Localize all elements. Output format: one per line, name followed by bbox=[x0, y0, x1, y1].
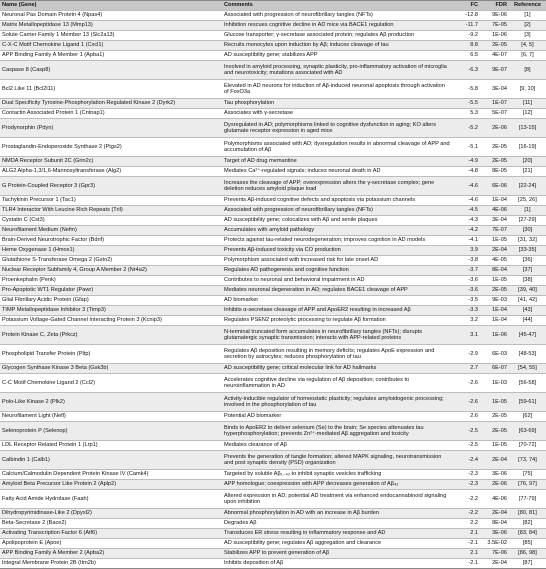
cell-comments: AD susceptibility gene; regulates Aβ aggregation and clearance bbox=[224, 540, 382, 547]
cell-fc: -4.6 bbox=[468, 197, 478, 204]
cell-fc: 5.3 bbox=[470, 110, 478, 117]
cell-name: Contactin Associated Protein 1 (Cntnap1) bbox=[2, 110, 105, 117]
cell-comments: APP homologue; coexpression with APP decreases generation of Aβ₄₂ bbox=[224, 481, 399, 488]
table-row bbox=[0, 245, 546, 255]
cell-name: Caspase 8 (Casp8) bbox=[2, 66, 51, 73]
table-row bbox=[0, 195, 546, 205]
table-row bbox=[0, 137, 546, 156]
cell-comments: Mediates neuronal degeneration in AD; regulates BACE1 cleavage of APP bbox=[224, 287, 408, 294]
cell-fc: -4.9 bbox=[468, 158, 478, 165]
cell-name: Phospholipid Transfer Protein (Pltp) bbox=[2, 350, 91, 357]
table-row bbox=[0, 479, 546, 489]
cell-comments: Associated with progression of neurofibrillary tangles (NFTs) bbox=[224, 12, 373, 19]
cell-fc: -3.5 bbox=[468, 297, 478, 304]
cell-ref: [39, 40] bbox=[518, 287, 537, 294]
cell-name: TLR4 Interactor With Leucine Rich Repeats (Tril) bbox=[2, 207, 123, 214]
cell-fdr: 1E-07 bbox=[492, 100, 507, 107]
table-row bbox=[0, 79, 546, 98]
cell-fc: -9.2 bbox=[468, 32, 478, 39]
cell-ref: [86, 98] bbox=[518, 550, 537, 557]
cell-comments: Inhibits α-secretase cleavage of APP and ApoER2 resulting in increased Aβ bbox=[224, 307, 411, 314]
cell-fc: -4.2 bbox=[468, 227, 478, 234]
cell-name: Neuronal Pas Domain Protein 4 (Npas4) bbox=[2, 12, 103, 19]
cell-fdr: 2E-05 bbox=[492, 427, 507, 434]
cell-ref: [37] bbox=[522, 267, 533, 274]
cell-comments: Activity-inducible regulator of homeostatic plasticity; regulates amyloidogenic processing; involved in the phosphorylation of tau bbox=[224, 395, 444, 408]
table-row bbox=[0, 450, 546, 469]
cell-fdr: 7E-07 bbox=[492, 227, 507, 234]
table-row bbox=[0, 285, 546, 295]
cell-comments: Inhibits deposition of Aβ bbox=[224, 560, 284, 567]
table-row bbox=[0, 60, 546, 79]
cell-fdr: 9E-06 bbox=[492, 12, 507, 19]
cell-fc: -2.2 bbox=[468, 510, 478, 517]
cell-fdr: 1E-06 bbox=[492, 32, 507, 39]
cell-fdr: 4E-06 bbox=[492, 495, 507, 502]
table-row bbox=[0, 469, 546, 479]
cell-ref: [38] bbox=[522, 277, 533, 284]
table-row bbox=[0, 373, 546, 392]
cell-name: Tachykinin Precursor 1 (Tac1) bbox=[2, 197, 76, 204]
cell-ref: [83, 84] bbox=[518, 530, 537, 537]
cell-name: ALG2 Alpha-1,3/1,6-Mannosyltransferase (Alg2) bbox=[2, 168, 122, 175]
cell-fc: 2.6 bbox=[470, 413, 478, 420]
cell-comments: Prevents the generation of tangle formation; altered MAPK signaling, neurotransmission and post synaptic density (PSD) organization bbox=[224, 453, 442, 466]
cell-ref: [87] bbox=[522, 560, 533, 567]
table-row bbox=[0, 176, 546, 195]
cell-ref: [41, 42] bbox=[518, 297, 537, 304]
cell-name: Glial Fibrillary Acidic Protein (Gfap) bbox=[2, 297, 89, 304]
cell-fdr: 2E-05 bbox=[492, 413, 507, 420]
cell-fc: -4.5 bbox=[468, 207, 478, 214]
table-row bbox=[0, 30, 546, 40]
cell-name: Neurofilament Medium (Nefm) bbox=[2, 227, 77, 234]
cell-fdr: 2E-04 bbox=[492, 247, 507, 254]
cell-ref: [20] bbox=[522, 158, 533, 165]
cell-comments: Regulates Aβ deposition resulting in memory deficits; regulates ApoE expression and secretion by astrocytes; reduces phosphorylation of tau bbox=[224, 347, 435, 360]
cell-ref: [76, 97] bbox=[518, 481, 537, 488]
cell-name: APP Binding Family A Member 1 (Apba1) bbox=[2, 52, 105, 59]
cell-comments: Transduces ER stress resulting in inflammatory response and AD bbox=[224, 530, 386, 537]
table-row bbox=[0, 421, 546, 440]
table-row bbox=[0, 275, 546, 285]
cell-name: Solute Carrier Family 1 Member 13 (Slc2a13) bbox=[2, 32, 115, 39]
cell-fdr: 5E-07 bbox=[492, 110, 507, 117]
cell-ref: [44] bbox=[522, 317, 533, 324]
cell-name: Glutathione S-Transferase Omega 2 (Gsto2) bbox=[2, 257, 113, 264]
cell-fdr: 4E-05 bbox=[492, 257, 507, 264]
cell-name: Activating Transcription Factor 6 (Atf6) bbox=[2, 530, 98, 537]
cell-ref: [8] bbox=[524, 66, 531, 73]
cell-name: NMDA Receptor Subunit 2C (Grin2c) bbox=[2, 158, 94, 165]
cell-fc: -2.9 bbox=[468, 350, 478, 357]
table-header bbox=[0, 0, 546, 10]
cell-fc: 8.8 bbox=[470, 42, 478, 49]
table-row bbox=[0, 265, 546, 275]
cell-fc: -2.3 bbox=[468, 471, 478, 478]
cell-ref: [4, 5] bbox=[521, 42, 534, 49]
table-row bbox=[0, 108, 546, 118]
cell-ref: [80, 81] bbox=[518, 510, 537, 517]
cell-fc: 2.1 bbox=[470, 530, 478, 537]
cell-comments: Altered expression in AD; potential AD treatment via enhanced endocannabinoid signaling upon inhibition bbox=[224, 492, 447, 505]
table-row bbox=[0, 528, 546, 538]
cell-name: Dihydropyrimidinase-Like 2 (Dpysl2) bbox=[2, 510, 92, 517]
cell-comments: Accumulates with amyloid pathology bbox=[224, 227, 315, 234]
cell-name: C-C Motif Chemokine Ligand 2 (Ccl2) bbox=[2, 379, 95, 386]
header-reference: Reference bbox=[513, 2, 542, 9]
cell-name: Neurofilament Light (Nefl) bbox=[2, 413, 66, 420]
header-fc: FC bbox=[470, 2, 478, 9]
cell-name: Glycogen Synthase Kinase 3 Beta (Gsk3b) bbox=[2, 365, 109, 372]
table-row bbox=[0, 20, 546, 30]
cell-ref: [13-15] bbox=[518, 124, 537, 131]
cell-comments: Protects against tau-related neurodegeneration; improves cognition in AD models bbox=[224, 237, 426, 244]
cell-comments: Accelerates cognitive decline via regulation of Aβ deposition; contributes to neuroinflammation in AD bbox=[224, 376, 410, 389]
cell-fc: -2.1 bbox=[468, 540, 478, 547]
cell-comments: AD susceptibility gene; colocalizes with Aβ and senile plaques bbox=[224, 217, 378, 224]
cell-fdr: 1E-05 bbox=[492, 398, 507, 405]
cell-fc: -5.8 bbox=[468, 85, 478, 92]
cell-name: Prostaglandin-Endoperoxide Synthase 2 (Ptgs2) bbox=[2, 143, 122, 150]
cell-fdr: 4E-06 bbox=[492, 207, 507, 214]
cell-fc: 2.2 bbox=[470, 520, 478, 527]
cell-fdr: 4E-07 bbox=[492, 52, 507, 59]
cell-fc: 6.5 bbox=[470, 52, 478, 59]
table-row bbox=[0, 50, 546, 60]
cell-fc: -11.7 bbox=[465, 22, 478, 29]
cell-fc: -2.2 bbox=[468, 495, 478, 502]
cell-name: Heme Oxygenase 1 (Hmox1) bbox=[2, 247, 75, 254]
cell-comments: AD susceptibility gene; critical molecular link for AD hallmarks bbox=[224, 365, 377, 372]
cell-fdr: 8E-05 bbox=[492, 168, 507, 175]
cell-ref: [62] bbox=[522, 413, 533, 420]
cell-fc: -5.5 bbox=[468, 100, 478, 107]
cell-fc: -4.1 bbox=[468, 237, 478, 244]
cell-fc: 3.1 bbox=[470, 331, 478, 338]
cell-comments: N-terminal truncated form accumulates in neurofibrillary tangles (NFTs); disrupts glutamatergic synaptic transmission; interacts with APP-related proteins bbox=[224, 328, 423, 341]
cell-ref: [70-72] bbox=[518, 442, 537, 449]
cell-comments: Regulates AD pathogenesis and cognitive function bbox=[224, 267, 349, 274]
cell-ref: [16-19] bbox=[518, 143, 537, 150]
cell-ref: [2] bbox=[524, 22, 531, 29]
cell-comments: Glucose transporter; γ-secretase associated protein; regulates Aβ production bbox=[224, 32, 415, 39]
cell-name: Calcium/Calmodulin Dependent Protein Kinase IV (Camk4) bbox=[2, 471, 149, 478]
cell-comments: Prevents Aβ-induced cognitive defects and apoptosis via potassium channels bbox=[224, 197, 416, 204]
cell-comments: Increases the cleavage of APP; overexpression alters the γ-secretase complex; gene deletion reduces amyloid plaque load bbox=[224, 179, 435, 192]
cell-comments: Prevents Aβ-induced toxicity via CO production bbox=[224, 247, 341, 254]
cell-fdr: 1E-06 bbox=[492, 331, 507, 338]
cell-name: LDL Receptor Related Protein 1 (Lrp1) bbox=[2, 442, 98, 449]
cell-fc: -2.1 bbox=[468, 560, 478, 567]
cell-fc: 2.7 bbox=[470, 365, 478, 372]
cell-name: TIMP Metallopeptidase Inhibitor 3 (Timp3) bbox=[2, 307, 106, 314]
cell-name: Brain-Derived Neurotrophic Factor (Bdnf) bbox=[2, 237, 104, 244]
cell-fdr: 2E-06 bbox=[492, 124, 507, 131]
cell-ref: [45-47] bbox=[518, 331, 537, 338]
cell-comments: Abnormal phosphorylation in AD with an increase in Aβ burden bbox=[224, 510, 379, 517]
cell-fc: 3.2 bbox=[470, 317, 478, 324]
cell-fc: -2.4 bbox=[468, 456, 478, 463]
cell-ref: [43] bbox=[522, 307, 533, 314]
cell-fc: -5.1 bbox=[468, 143, 478, 150]
cell-fc: -3.7 bbox=[468, 267, 478, 274]
cell-fc: 3.9 bbox=[470, 247, 478, 254]
cell-name: Protein Kinase C, Zeta (Prkcz) bbox=[2, 331, 78, 338]
cell-fc: -2.5 bbox=[468, 442, 478, 449]
cell-ref: [59-61] bbox=[518, 398, 537, 405]
cell-ref: [21] bbox=[522, 168, 533, 175]
table-row bbox=[0, 315, 546, 325]
cell-ref: [22-24] bbox=[518, 182, 537, 189]
cell-fdr: 2E-05 bbox=[492, 287, 507, 294]
cell-name: Potassium Voltage-Gated Channel Interacting Protein 3 (Kcnip3) bbox=[2, 317, 162, 324]
cell-name: Cystatin C (Cst3) bbox=[2, 217, 45, 224]
table-row bbox=[0, 558, 546, 568]
cell-fdr: 7E-06 bbox=[492, 550, 507, 557]
cell-name: Polo-Like Kinase 2 (Plk2) bbox=[2, 398, 65, 405]
cell-fdr: 2E-04 bbox=[492, 560, 507, 567]
cell-comments: AD biomarker bbox=[224, 297, 259, 304]
cell-comments: Potential AD biomarker bbox=[224, 413, 282, 420]
cell-comments: AD susceptibility gene; stabilizes APP bbox=[224, 52, 318, 59]
cell-fdr: 3E-06 bbox=[492, 530, 507, 537]
table-row bbox=[0, 440, 546, 450]
cell-comments: Regulates PSEN2 proteolytic processing to regulate Aβ formation bbox=[224, 317, 386, 324]
cell-ref: [6, 7] bbox=[521, 52, 534, 59]
cell-comments: Contributes to neuronal and behavioral impairment in AD bbox=[224, 277, 365, 284]
cell-fdr: 1E-04 bbox=[492, 317, 507, 324]
cell-fc: -6.3 bbox=[468, 66, 478, 73]
cell-name: Proenkephalin (Penk) bbox=[2, 277, 56, 284]
cell-fdr: 3E-04 bbox=[492, 217, 507, 224]
cell-fc: -2.5 bbox=[468, 427, 478, 434]
cell-comments: Binds to ApoER2 to deliver selenium (Se) to the brain; Se species attenuates tau hyperphosphorylation; prevents Zn²⁺-mediated Aβ aggregation and toxicity bbox=[224, 424, 424, 437]
cell-name: Fatty Acid Amide Hydrolase (Faah) bbox=[2, 495, 89, 502]
cell-fdr: 2E-05 bbox=[492, 143, 507, 150]
cell-fdr: 2E-05 bbox=[492, 42, 507, 49]
cell-comments: Polymorphisms associated with AD; dysregulation results in abnormal cleavage of APP and accumulation of Aβ bbox=[224, 140, 450, 153]
cell-fdr: 2E-04 bbox=[492, 510, 507, 517]
cell-fdr: 3E-06 bbox=[492, 471, 507, 478]
cell-comments: Recruits monocytes upon induction by Aβ; induces cleavage of tau bbox=[224, 42, 389, 49]
cell-fdr: 8E-04 bbox=[492, 520, 507, 527]
table-row bbox=[0, 295, 546, 305]
table-row bbox=[0, 392, 546, 411]
cell-name: Selenoprotein P (Selenop) bbox=[2, 427, 68, 434]
table-row bbox=[0, 325, 546, 344]
cell-comments: Associates with γ-secretase bbox=[224, 110, 294, 117]
cell-comments: Mediates Ca²⁺-regulated signals; induces neuronal death in AD bbox=[224, 168, 381, 175]
cell-comments: Degrades Aβ bbox=[224, 520, 257, 527]
cell-name: Calbindin 1 (Calb1) bbox=[2, 456, 50, 463]
cell-name: Matrix Metallopeptidase 13 (Mmp13) bbox=[2, 22, 93, 29]
cell-ref: [77-79] bbox=[518, 495, 537, 502]
cell-name: C-X-C Motif Chemokine Ligand 1 (Cxcl1) bbox=[2, 42, 104, 49]
table-row bbox=[0, 508, 546, 518]
cell-comments: Target of AD drug memantine bbox=[224, 158, 297, 165]
table-row bbox=[0, 411, 546, 421]
table-row bbox=[0, 489, 546, 508]
table-row bbox=[0, 235, 546, 245]
cell-ref: [48-53] bbox=[518, 350, 537, 357]
cell-fdr: 6E-03 bbox=[492, 350, 507, 357]
cell-fc: -5.2 bbox=[468, 124, 478, 131]
cell-fdr: 9E-03 bbox=[492, 297, 507, 304]
cell-fc: 2.1 bbox=[470, 550, 478, 557]
table-row bbox=[0, 255, 546, 265]
cell-ref: [33-35] bbox=[518, 247, 537, 254]
cell-name: Amyloid Beta Precursor Like Protein 2 (Aplp2) bbox=[2, 481, 117, 488]
cell-fdr: 3E-04 bbox=[492, 85, 507, 92]
cell-comments: Polymorphism associated with increased risk for late onset AD bbox=[224, 257, 379, 264]
cell-fc: -2.6 bbox=[468, 379, 478, 386]
cell-ref: [36] bbox=[522, 257, 533, 264]
table-row bbox=[0, 344, 546, 363]
cell-fc: -2.6 bbox=[468, 398, 478, 405]
table-row bbox=[0, 225, 546, 235]
cell-ref: [11] bbox=[523, 100, 532, 107]
cell-comments: Inhibition rescues cognitive decline in AD mice via BACE1 regulation bbox=[224, 22, 394, 29]
cell-fdr: 9E-07 bbox=[492, 66, 507, 73]
cell-ref: [27-29] bbox=[518, 217, 537, 224]
cell-ref: [56-58] bbox=[518, 379, 537, 386]
header-fdr: FDR bbox=[495, 2, 507, 9]
cell-name: Pro-Apoptotic WT1 Regulator (Pawr) bbox=[2, 287, 94, 294]
cell-fdr: 1E-05 bbox=[492, 277, 507, 284]
cell-fc: -3.6 bbox=[468, 277, 478, 284]
cell-fdr: 2E-04 bbox=[492, 456, 507, 463]
cell-fc: -3.3 bbox=[468, 307, 478, 314]
cell-ref: [85] bbox=[522, 540, 533, 547]
cell-comments: Stabilizes APP to prevent generation of Aβ bbox=[224, 550, 330, 557]
cell-fdr: 8E-04 bbox=[492, 267, 507, 274]
cell-fdr: 6E-07 bbox=[492, 365, 507, 372]
cell-ref: [9, 10] bbox=[519, 85, 536, 92]
header-comments: Comments bbox=[224, 2, 253, 9]
cell-ref: [54, 55] bbox=[518, 365, 537, 372]
table-row bbox=[0, 156, 546, 166]
cell-fdr: 2E-06 bbox=[492, 481, 507, 488]
cell-name: Apolipoprotein E (Apoe) bbox=[2, 540, 62, 547]
cell-comments: Mediates clearance of Aβ bbox=[224, 442, 287, 449]
table-row bbox=[0, 166, 546, 176]
table-row bbox=[0, 205, 546, 215]
table-row bbox=[0, 98, 546, 108]
cell-fdr: 1E-05 bbox=[492, 442, 507, 449]
cell-fdr: 1E-04 bbox=[492, 307, 507, 314]
cell-fdr: 7E-05 bbox=[492, 22, 507, 29]
table-row bbox=[0, 538, 546, 548]
cell-fdr: 1E-05 bbox=[492, 237, 507, 244]
cell-fc: -4.6 bbox=[468, 182, 478, 189]
cell-ref: [3] bbox=[524, 32, 531, 39]
cell-ref: [1] bbox=[524, 207, 531, 214]
cell-fc: -3.6 bbox=[468, 287, 478, 294]
cell-fc: -4.8 bbox=[468, 168, 478, 175]
cell-comments: Associated with progression of neurofibrillary tangles (NFTs) bbox=[224, 207, 373, 214]
table-body bbox=[0, 10, 546, 568]
cell-ref: [31, 32] bbox=[518, 237, 537, 244]
cell-ref: [63-69] bbox=[518, 427, 537, 434]
cell-fdr: 6E-06 bbox=[492, 182, 507, 189]
cell-name: G Protein-Coupled Receptor 3 (Gpr3) bbox=[2, 182, 95, 189]
cell-fdr: 2E-05 bbox=[492, 158, 507, 165]
header-name: Name (Gene) bbox=[2, 2, 37, 9]
cell-fc: -12.8 bbox=[465, 12, 478, 19]
cell-fc: -2.3 bbox=[468, 481, 478, 488]
cell-ref: [82] bbox=[522, 520, 533, 527]
cell-ref: [25, 26] bbox=[518, 197, 537, 204]
cell-comments: Targeted by soluble Aβ₁₋₄₂ to inhibit synaptic vesicles trafficking bbox=[224, 471, 382, 478]
cell-ref: [30] bbox=[522, 227, 533, 234]
cell-ref: [12] bbox=[522, 110, 533, 117]
cell-fdr: 1E-03 bbox=[492, 379, 507, 386]
table-row bbox=[0, 215, 546, 225]
cell-comments: Involved in amyloid processing, synaptic plasticity, pro-inflammatory activation of microglia and neurotoxicity; mutations associated with AD bbox=[224, 63, 447, 76]
cell-ref: [75] bbox=[522, 471, 533, 478]
table-row bbox=[0, 305, 546, 315]
table-row bbox=[0, 518, 546, 528]
cell-name: Nuclear Receptor Subfamily 4, Group A Member 2 (Nr4a2) bbox=[2, 267, 147, 274]
cell-name: Integral Membrane Protein 2B (Itm2b) bbox=[2, 560, 96, 567]
table-row bbox=[0, 363, 546, 373]
table-row bbox=[0, 40, 546, 50]
cell-comments: Elevated in AD neurons for induction of Aβ-induced neuronal apoptosis through activation of FoxO3a bbox=[224, 82, 445, 95]
cell-comments: Dysregulated in AD; polymorphisms linked to cognitive dysfunction in aging; KO alters glutamate receptor expression in aged mice bbox=[224, 121, 437, 134]
cell-fdr: 3.5E-02 bbox=[487, 540, 507, 547]
cell-name: Prodynorphin (Pdyn) bbox=[2, 124, 54, 131]
cell-fc: -3.8 bbox=[468, 257, 478, 264]
cell-fdr: 1E-04 bbox=[492, 197, 507, 204]
cell-ref: [73, 74] bbox=[518, 456, 537, 463]
cell-name: Bcl2 Like 11 (Bcl2l11) bbox=[2, 85, 56, 92]
cell-comments: Tau phosphorylation bbox=[224, 100, 275, 107]
cell-fc: -4.3 bbox=[468, 217, 478, 224]
cell-name: Dual Specificity Tyrosine-Phosphorylation Regulated Kinase 2 (Dyrk2) bbox=[2, 100, 176, 107]
table-row bbox=[0, 118, 546, 137]
cell-ref: [1] bbox=[524, 12, 531, 19]
cell-name: Beta-Secretase 2 (Bace2) bbox=[2, 520, 67, 527]
table-row bbox=[0, 10, 546, 20]
cell-name: APP Binding Family A Member 2 (Apba2) bbox=[2, 550, 105, 557]
